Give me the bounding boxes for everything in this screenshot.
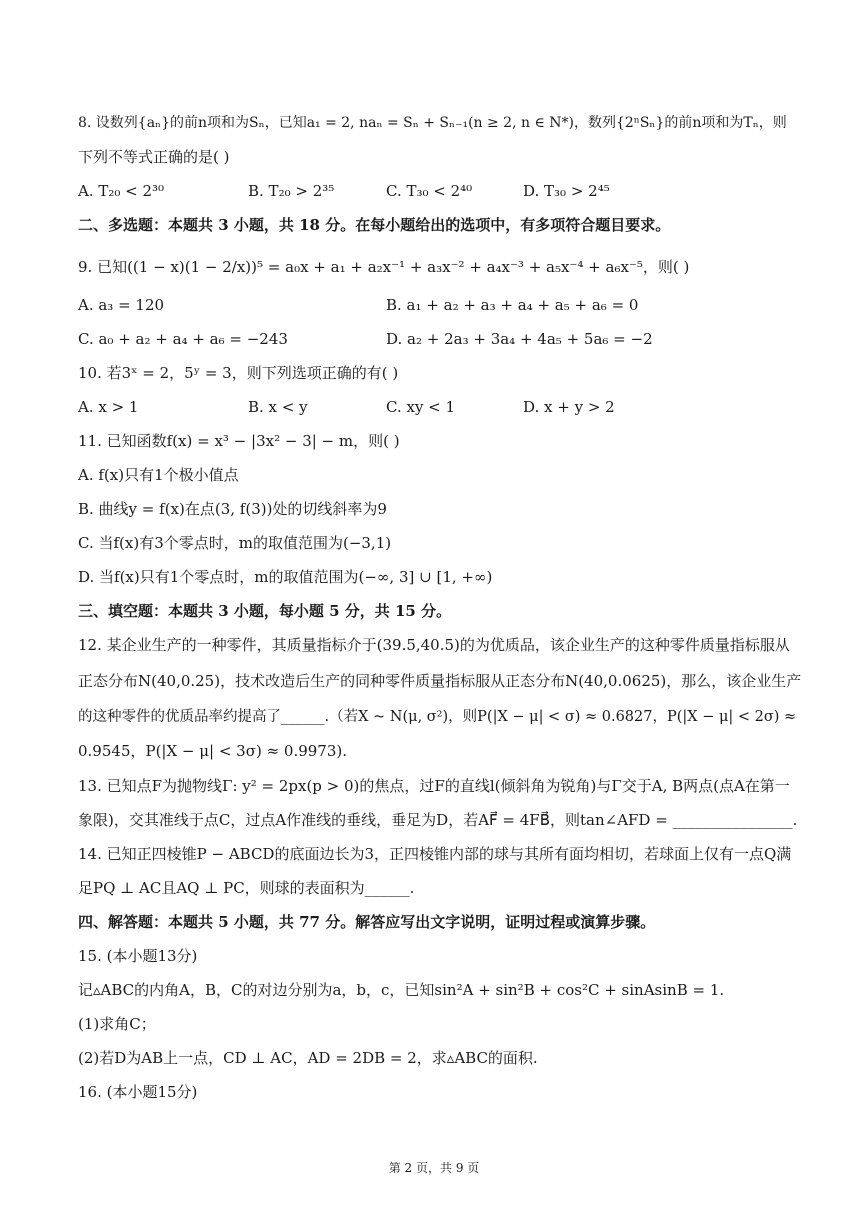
q10-line1: 10. 若3ˣ = 2，5ʸ = 3，则下列选项正确的有( ): [78, 364, 399, 382]
q12-line1: 12. 某企业生产的一种零件，其质量指标介于(39.5,40.5)的为优质品，该企业生产的这种零件质量指标服从: [78, 636, 790, 654]
q12-line3: 的这种零件的优质品率约提高了______.（若X ~ N(μ, σ²)，则P(|X − μ| < σ) ≈ 0.6827，P(|X − μ| < 2σ) ≈: [78, 709, 797, 725]
q12-line2: 正态分布N(40,0.25)，技术改造后生产的同种零件质量指标服从正态分布N(40,0.0625)，那么，该企业生产: [78, 672, 802, 690]
page-footer: 第 2 页，共 9 页: [388, 1161, 480, 1175]
section-heading-multiple-choice: 二、多选题：本题共 3 小题，共 18 分。在每小题给出的选项中，有多项符合题目要求。: [78, 216, 671, 234]
q8-option-a: A. T₂₀ < 2³⁰: [78, 182, 165, 200]
q16-header: 16. (本小题15分): [78, 1083, 198, 1101]
q8-option-b: B. T₂₀ > 2³⁵: [248, 182, 335, 200]
q14-line2: 足PQ ⊥ AC且AQ ⊥ PC，则球的表面积为______.: [78, 879, 415, 897]
q9-option-d: D. a₂ + 2a₃ + 3a₄ + 4a₅ + 5a₆ = −2: [386, 330, 653, 348]
q12-line4: 0.9545，P(|X − μ| < 3σ) ≈ 0.9973).: [78, 742, 348, 760]
q15-line1: 记▵ABC的内角A，B，C的对边分别为a，b，c，已知sin²A + sin²B + cos²C + sinAsinB = 1.: [78, 981, 725, 999]
q14-line1: 14. 已知正四棱锥P − ABCD的底面边长为3，正四棱锥内部的球与其所有面均相切，若球面上仅有一点Q满: [78, 845, 792, 863]
q15-line3: (2)若D为AB上一点，CD ⊥ AC，AD = 2DB = 2，求▵ABC的面积.: [78, 1049, 538, 1067]
q8-option-d: D. T₃₀ > 2⁴⁵: [523, 182, 610, 200]
q8-line1: 8. 设数列{aₙ}的前n项和为Sₙ，已知a₁ = 2, naₙ = Sₙ + Sₙ₋₁(n ≥ 2, n ∈ N*)，数列{2ⁿSₙ}的前n项和为Tₙ，则: [78, 115, 787, 131]
q10-option-b: B. x < y: [248, 398, 308, 416]
q11-option-c: C. 当f(x)有3个零点时，m的取值范围为(−3,1): [78, 534, 392, 552]
q13-line2: 象限)，交其准线于点C，过点A作准线的垂线，垂足为D，若AF⃗ = 4FB⃗，则tan∠AFD = ________________.: [78, 811, 798, 829]
q9-option-b: B. a₁ + a₂ + a₃ + a₄ + a₅ + a₆ = 0: [386, 296, 639, 314]
section-heading-fill-in: 三、填空题：本题共 3 小题，每小题 5 分，共 15 分。: [78, 602, 452, 620]
q15-header: 15. (本小题13分): [78, 947, 198, 965]
q10-option-d: D. x + y > 2: [523, 398, 615, 416]
q11-option-a: A. f(x)只有1个极小值点: [78, 466, 239, 484]
q11-option-b: B. 曲线y = f(x)在点(3, f(3))处的切线斜率为9: [78, 500, 387, 518]
q9-option-a: A. a₃ = 120: [78, 296, 165, 314]
q11-line1: 11. 已知函数f(x) = x³ − |3x² − 3| − m，则( ): [78, 432, 400, 450]
q15-line2: (1)求角C；: [78, 1015, 156, 1033]
q9-line1: 9. 已知((1 − x)(1 − 2/x))⁵ = a₀x + a₁ + a₂x⁻¹ + a₃x⁻² + a₄x⁻³ + a₅x⁻⁴ + a₆x⁻⁵，则( ): [78, 258, 690, 276]
q8-option-c: C. T₃₀ < 2⁴⁰: [386, 182, 473, 200]
q13-line1: 13. 已知点F为抛物线Γ: y² = 2px(p > 0)的焦点，过F的直线l(倾斜角为锐角)与Γ交于A, B两点(点A在第一: [78, 777, 790, 795]
q11-option-d: D. 当f(x)只有1个零点时，m的取值范围为(−∞, 3] ∪ [1, +∞): [78, 568, 493, 586]
q10-option-a: A. x > 1: [78, 398, 139, 416]
section-heading-free-response: 四、解答题：本题共 5 小题，共 77 分。解答应写出文字说明，证明过程或演算步骤。: [78, 913, 656, 931]
q9-option-c: C. a₀ + a₂ + a₄ + a₆ = −243: [78, 330, 288, 348]
q8-line2: 下列不等式正确的是( ): [78, 148, 230, 166]
q10-option-c: C. xy < 1: [386, 398, 456, 416]
